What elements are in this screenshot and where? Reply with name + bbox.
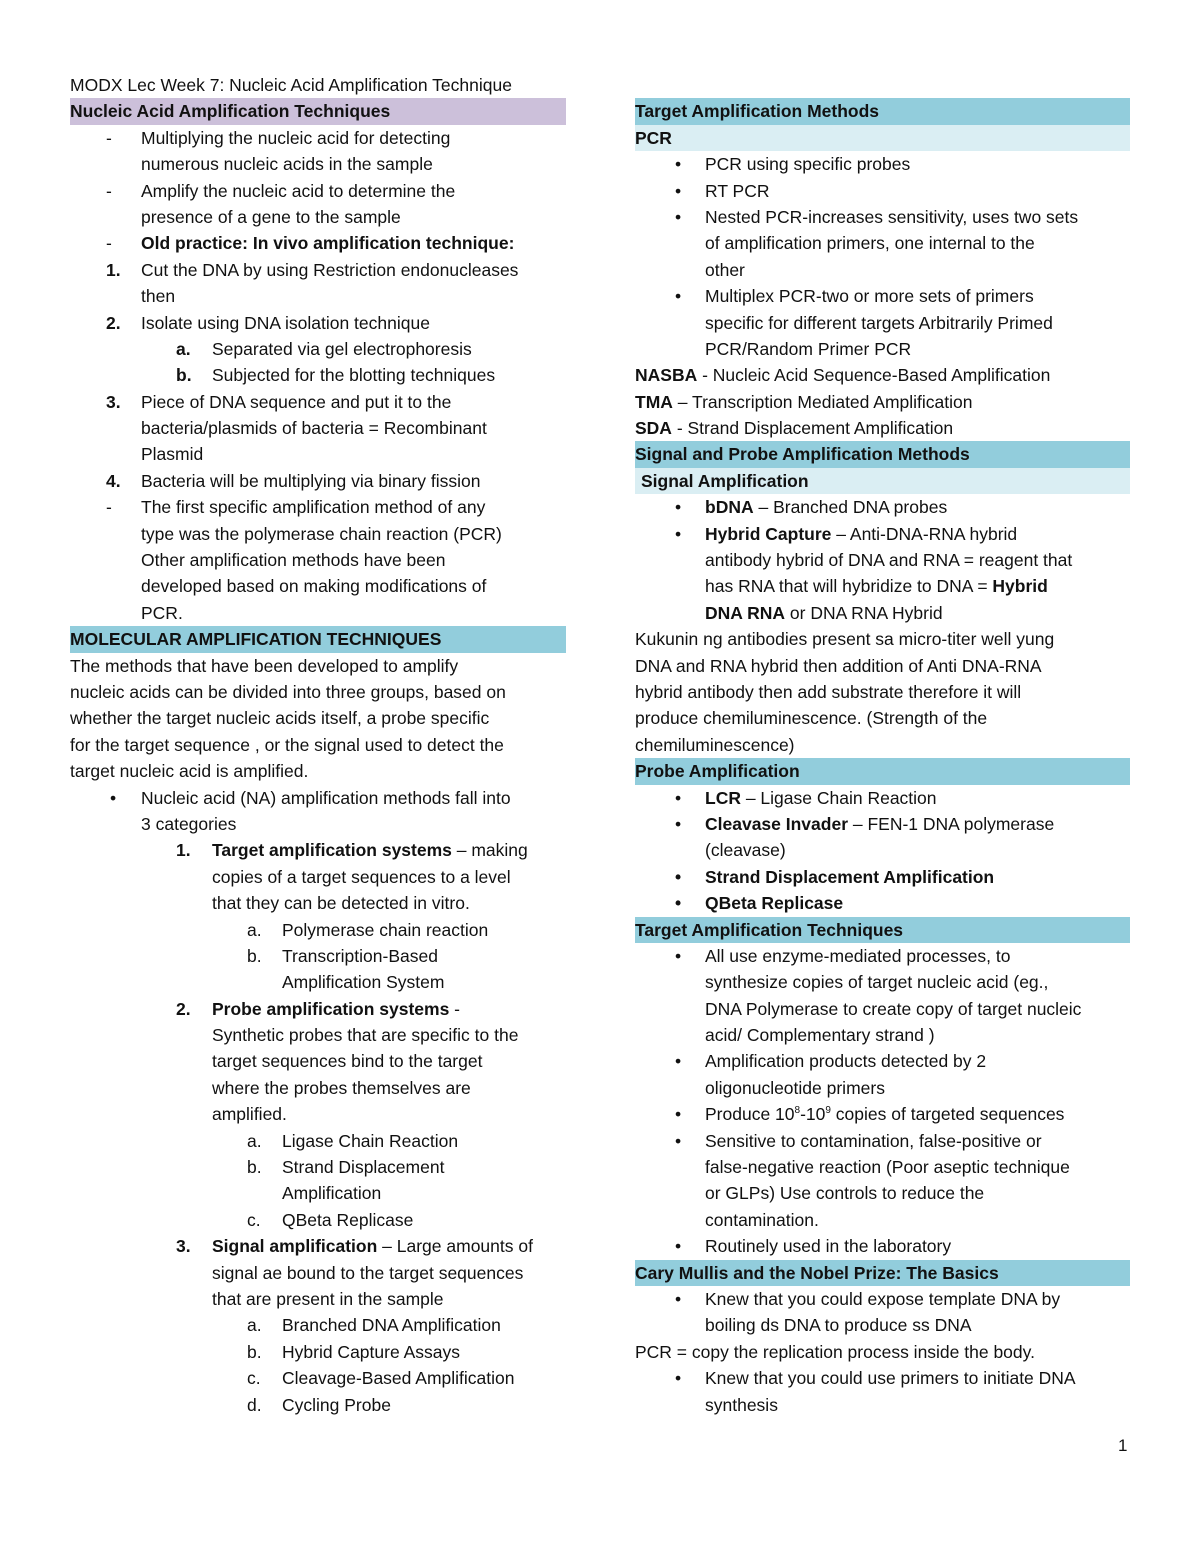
dash-item-cont: PCR.	[141, 602, 183, 623]
category-item: 3. Signal amplification – Large amounts of	[176, 1236, 533, 1257]
bullet-item-cont: oligonucleotide primers	[705, 1077, 885, 1098]
sub-item: c. Cleavage-Based Amplification	[247, 1368, 515, 1389]
dash-item-cont: developed based on making modifications of	[141, 576, 487, 597]
category-item-cont: where the probes themselves are	[212, 1077, 471, 1098]
section-heading-target-amplification-techniques: Target Amplification Techniques	[635, 917, 1130, 943]
category-item-cont: copies of a target sequences to a level	[212, 866, 511, 887]
numbered-item-cont: bacteria/plasmids of bacteria = Recombinant	[141, 418, 487, 439]
bullet-item-cont: PCR/Random Primer PCR	[705, 338, 912, 359]
category-item: 2. Probe amplification systems -	[176, 998, 461, 1019]
dash-item-cont: type was the polymerase chain reaction (PCR)	[141, 523, 502, 544]
dash-item-cont: numerous nucleic acids in the sample	[141, 154, 433, 175]
bullet-item-cont: (cleavase)	[705, 840, 786, 861]
bullet-item: • Nucleic acid (NA) amplification methods fall into	[110, 787, 511, 808]
section-heading-cary-mullis: Cary Mullis and the Nobel Prize: The Basics	[635, 1260, 1130, 1286]
bullet-item: • Amplification products detected by 2	[675, 1051, 987, 1072]
sub-item: b. Transcription-Based	[247, 945, 438, 966]
sub-item: b. Hybrid Capture Assays	[247, 1341, 460, 1362]
definition-line: TMA – Transcription Mediated Amplification	[635, 391, 973, 412]
paragraph-line: for the target sequence , or the signal used to detect the	[70, 734, 504, 755]
category-item-cont: that are present in the sample	[212, 1288, 444, 1309]
sub-item: a. Polymerase chain reaction	[247, 919, 489, 940]
sub-item: b. Strand Displacement	[247, 1157, 445, 1178]
category-item: 1. Target amplification systems – making	[176, 840, 528, 861]
section-heading-nucleic-acid-amplification: Nucleic Acid Amplification Techniques	[70, 98, 566, 124]
numbered-item: 3. Piece of DNA sequence and put it to the	[106, 391, 452, 412]
subheading-signal-amplification: Signal Amplification	[635, 468, 1130, 494]
sub-item: a. Branched DNA Amplification	[247, 1315, 501, 1336]
sub-item-cont: Amplification System	[282, 972, 445, 993]
numbered-item: 1. Cut the DNA by using Restriction endonucleases	[106, 259, 519, 280]
category-item-cont: that they can be detected in vitro.	[212, 893, 470, 914]
section-heading-target-amplification-methods: Target Amplification Methods	[635, 98, 1130, 124]
bullet-item-cont: DNA Polymerase to create copy of target nucleic	[705, 998, 1082, 1019]
dash-item: - Amplify the nucleic acid to determine the	[106, 180, 456, 201]
paragraph-line: target nucleic acid is amplified.	[70, 761, 309, 782]
paragraph-line: PCR = copy the replication process inside the body.	[635, 1341, 1035, 1362]
bullet-item: • Nested PCR-increases sensitivity, uses two sets	[675, 206, 1079, 227]
bullet-item: • Multiplex PCR-two or more sets of primers	[675, 286, 1034, 307]
sub-item: a. Ligase Chain Reaction	[247, 1130, 459, 1151]
section-heading-probe-amplification: Probe Amplification	[635, 758, 1130, 784]
paragraph-line: chemiluminescence)	[635, 734, 795, 755]
sub-item: c. QBeta Replicase	[247, 1209, 414, 1230]
paragraph-line: hybrid antibody then add substrate therefore it will	[635, 681, 1022, 702]
section-heading-molecular-amplification: MOLECULAR AMPLIFICATION TECHNIQUES	[70, 626, 566, 652]
left-column	[70, 72, 566, 1418]
page-number: 1	[1118, 1436, 1128, 1455]
bullet-item-cont: false-negative reaction (Poor aseptic technique	[705, 1157, 1070, 1178]
document-title: MODX Lec Week 7: Nucleic Acid Amplification Technique	[70, 75, 512, 95]
numbered-item: 4. Bacteria will be multiplying via binary fission	[106, 470, 481, 491]
section-heading-signal-probe-amplification: Signal and Probe Amplification Methods	[635, 441, 1130, 467]
bullet-item: • PCR using specific probes	[675, 154, 911, 175]
bullet-item-cont: has RNA that will hybridize to DNA = Hybrid	[705, 576, 1048, 597]
definition-line: NASBA - Nucleic Acid Sequence-Based Amplification	[635, 365, 1051, 386]
paragraph-line: nucleic acids can be divided into three groups, based on	[70, 681, 506, 702]
bullet-item: • QBeta Replicase	[675, 893, 844, 914]
bullet-item-cont: contamination.	[705, 1209, 819, 1230]
bullet-item-cont: synthesize copies of target nucleic acid (eg.,	[705, 972, 1049, 993]
numbered-item-cont: Plasmid	[141, 444, 204, 465]
bullet-item-cont: of amplification primers, one internal to the	[705, 233, 1035, 254]
bullet-item-cont: antibody hybrid of DNA and RNA = reagent that	[705, 550, 1073, 571]
bullet-item: • Cleavase Invader – FEN-1 DNA polymerase	[675, 813, 1055, 834]
category-item-cont: Synthetic probes that are specific to the	[212, 1025, 519, 1046]
definition-line: SDA - Strand Displacement Amplification	[635, 418, 954, 439]
bullet-item: • Produce $10^8-10^9$ copies of targeted sequences	[675, 1104, 1065, 1125]
category-item-cont: amplified.	[212, 1104, 287, 1125]
dash-item: - Multiplying the nucleic acid for detecting	[106, 127, 451, 148]
bullet-item-cont: 3 categories	[141, 813, 237, 834]
numbered-item: 2. Isolate using DNA isolation technique	[106, 312, 430, 333]
dash-item: - Old practice: In vivo amplification technique:	[106, 233, 515, 254]
bullet-item: • Strand Displacement Amplification	[675, 866, 995, 887]
bullet-item: • RT PCR	[675, 180, 770, 201]
dash-item-cont: presence of a gene to the sample	[141, 206, 401, 227]
paragraph-line: whether the target nucleic acids itself, a probe specific	[70, 708, 490, 729]
spacer	[635, 72, 1130, 98]
dash-item-cont: Other amplification methods have been	[141, 550, 446, 571]
bullet-item: • Sensitive to contamination, false-positive or	[675, 1130, 1042, 1151]
right-column	[635, 72, 1130, 1418]
paragraph-line: The methods that have been developed to amplify	[70, 655, 459, 676]
category-item-cont: signal ae bound to the target sequences	[212, 1262, 524, 1283]
paragraph-line: produce chemiluminescence. (Strength of the	[635, 708, 988, 729]
paragraph-line: Kukunin ng antibodies present sa micro-titer well yung	[635, 629, 1055, 650]
numbered-item-cont: then	[141, 286, 176, 307]
bullet-item: • Routinely used in the laboratory	[675, 1236, 952, 1257]
bullet-item-cont: DNA RNA or DNA RNA Hybrid	[705, 602, 943, 623]
bullet-item: • Hybrid Capture – Anti-DNA-RNA hybrid	[675, 523, 1018, 544]
bullet-item-cont: other	[705, 259, 745, 280]
bullet-item: • All use enzyme-mediated processes, to	[675, 945, 1011, 966]
bullet-item: • bDNA – Branched DNA probes	[675, 497, 948, 518]
sub-item: b. Subjected for the blotting techniques	[176, 365, 496, 386]
bullet-item-cont: specific for different targets Arbitrarily Primed	[705, 312, 1053, 333]
bullet-item-cont: boiling ds DNA to produce ss DNA	[705, 1315, 972, 1336]
bullet-item-cont: synthesis	[705, 1394, 778, 1415]
subheading-pcr: PCR	[635, 125, 1130, 151]
bullet-item-cont: or GLPs) Use controls to reduce the	[705, 1183, 985, 1204]
sub-item-cont: Amplification	[282, 1183, 382, 1204]
paragraph-line: DNA and RNA hybrid then addition of Anti DNA-RNA	[635, 655, 1042, 676]
bullet-item: • Knew that you could expose template DNA by	[675, 1288, 1061, 1309]
bullet-item: • LCR – Ligase Chain Reaction	[675, 787, 937, 808]
category-item-cont: target sequences bind to the target	[212, 1051, 483, 1072]
sub-item: d. Cycling Probe	[247, 1394, 391, 1415]
sub-item: a. Separated via gel electrophoresis	[176, 338, 472, 359]
dash-item: - The first specific amplification method of any	[106, 497, 486, 518]
bullet-item-cont: acid/ Complementary strand )	[705, 1025, 935, 1046]
bullet-item: • Knew that you could use primers to initiate DNA	[675, 1368, 1076, 1389]
